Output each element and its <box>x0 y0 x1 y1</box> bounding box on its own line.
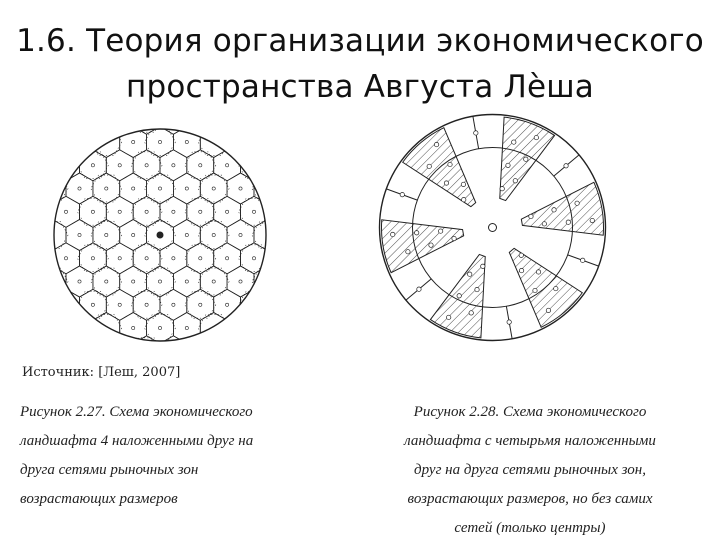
market-center <box>199 210 202 213</box>
market-center <box>444 181 448 185</box>
market-center <box>400 192 404 196</box>
market-center <box>507 320 511 324</box>
hatched-sector <box>521 182 603 235</box>
caption-right-line: друг на друга сетями рыночных зон, <box>414 462 646 478</box>
hex-cell <box>254 266 270 297</box>
market-center <box>481 264 485 268</box>
market-center <box>51 280 54 283</box>
market-center <box>417 287 421 291</box>
market-center <box>199 257 202 260</box>
market-center <box>252 210 255 213</box>
hex-cell <box>254 220 270 251</box>
market-center <box>118 257 121 260</box>
market-center <box>199 303 202 306</box>
hex-cell <box>50 173 66 204</box>
market-center <box>534 135 538 139</box>
market-center <box>533 288 537 292</box>
hatched-sector <box>509 248 582 327</box>
market-center <box>145 164 148 167</box>
market-center <box>575 201 579 205</box>
market-center <box>252 257 255 260</box>
market-center <box>78 187 81 190</box>
hex-cell <box>50 266 66 297</box>
market-center <box>172 303 175 306</box>
hex-cell-dotted <box>50 215 72 255</box>
market-center <box>252 164 255 167</box>
market-center <box>91 210 94 213</box>
market-center <box>105 187 108 190</box>
market-center <box>199 164 202 167</box>
market-center <box>105 280 108 283</box>
market-center <box>519 253 523 257</box>
market-center <box>536 270 540 274</box>
market-center <box>172 210 175 213</box>
figure-market-centers <box>375 110 610 345</box>
market-center <box>524 157 528 161</box>
market-center <box>185 326 188 329</box>
market-center <box>145 210 148 213</box>
caption-right-line: сетей (только центры) <box>454 520 606 536</box>
market-center <box>185 140 188 143</box>
market-center <box>427 164 431 168</box>
source-note: Источник: [Леш, 2007] <box>22 365 181 380</box>
market-center <box>64 303 67 306</box>
market-center <box>105 233 108 236</box>
hex-cell-dotted <box>50 261 72 301</box>
market-center <box>529 214 533 218</box>
caption-left-line: Рисунок 2.27. Схема экономического <box>20 404 253 420</box>
market-center <box>172 164 175 167</box>
hex-cell <box>241 289 268 320</box>
market-center <box>429 243 433 247</box>
hex-cell-dotted <box>248 261 270 301</box>
caption-right-line: Рисунок 2.28. Схема экономического <box>413 404 647 420</box>
market-center <box>172 257 175 260</box>
title-line-1: 1.6. Теория организации экономического <box>16 23 704 59</box>
hatched-sector <box>382 220 464 273</box>
market-center <box>506 163 510 167</box>
hatched-sector <box>403 128 476 207</box>
market-center <box>552 208 556 212</box>
market-center <box>457 294 461 298</box>
market-center <box>132 280 135 283</box>
market-center <box>91 257 94 260</box>
market-center <box>158 140 161 143</box>
market-center <box>212 233 215 236</box>
caption-right <box>360 398 700 543</box>
market-center <box>91 303 94 306</box>
market-center <box>469 311 473 315</box>
hex-cell <box>241 150 268 181</box>
caption-right-line: ландшафта с четырьмя наложенными <box>404 433 656 449</box>
hex-cell-dotted <box>50 168 72 208</box>
market-center <box>239 187 242 190</box>
market-center <box>266 280 269 283</box>
market-center <box>145 303 148 306</box>
market-center <box>252 303 255 306</box>
market-center <box>391 232 395 236</box>
market-center <box>566 220 570 224</box>
market-center <box>226 303 229 306</box>
market-center <box>78 233 81 236</box>
market-center <box>266 187 269 190</box>
hex-cell-dotted <box>248 215 270 255</box>
market-center <box>554 286 558 290</box>
market-center <box>239 233 242 236</box>
caption-left-line: друга сетями рыночных зон <box>20 462 199 478</box>
market-center <box>118 303 121 306</box>
market-center <box>446 315 450 319</box>
market-center <box>118 210 121 213</box>
market-center <box>132 326 135 329</box>
market-center <box>185 280 188 283</box>
market-center <box>448 162 452 166</box>
market-center <box>500 186 504 190</box>
market-center <box>461 182 465 186</box>
hex-cell <box>53 150 80 181</box>
market-center <box>475 287 479 291</box>
market-center <box>145 257 148 260</box>
central-city <box>489 224 497 232</box>
market-center <box>226 210 229 213</box>
market-center <box>185 187 188 190</box>
market-center <box>226 164 229 167</box>
market-center <box>226 257 229 260</box>
market-center <box>158 326 161 329</box>
hex-cell-dotted <box>248 168 270 208</box>
market-center <box>519 268 523 272</box>
hex-cell <box>53 289 80 320</box>
market-center <box>513 179 517 183</box>
caption-left-line: ландшафта 4 наложенными друг на <box>20 433 254 449</box>
market-center <box>406 250 410 254</box>
market-center <box>438 229 442 233</box>
market-center <box>132 233 135 236</box>
market-center <box>64 210 67 213</box>
figure-market-network <box>50 125 270 345</box>
market-center <box>581 258 585 262</box>
market-center <box>212 187 215 190</box>
caption-left-line: возрастающих размеров <box>20 491 178 507</box>
caption-right-line: возрастающих размеров, но без самих <box>407 491 653 507</box>
hex-cell <box>200 127 227 158</box>
central-city <box>157 232 164 239</box>
market-center <box>434 142 438 146</box>
caption-left <box>20 398 320 514</box>
market-center <box>132 140 135 143</box>
hex-cell <box>254 173 270 204</box>
market-center <box>51 187 54 190</box>
market-center <box>64 164 67 167</box>
hex-cell <box>50 220 66 251</box>
market-center <box>474 131 478 135</box>
market-center <box>239 280 242 283</box>
market-center <box>546 308 550 312</box>
market-center <box>542 222 546 226</box>
market-center <box>132 187 135 190</box>
market-center <box>468 272 472 276</box>
market-center <box>118 164 121 167</box>
market-center <box>185 233 188 236</box>
market-center <box>564 164 568 168</box>
market-center <box>212 280 215 283</box>
market-center <box>91 164 94 167</box>
hex-cell <box>93 127 120 158</box>
title-line-2: пространства Августа Лѐша <box>126 69 594 105</box>
market-center <box>590 218 594 222</box>
slide-title <box>0 18 720 110</box>
market-center <box>64 257 67 260</box>
market-center <box>512 140 516 144</box>
market-center <box>158 187 161 190</box>
market-center <box>462 198 466 202</box>
market-center <box>452 236 456 240</box>
market-center <box>78 280 81 283</box>
market-center <box>158 280 161 283</box>
market-center <box>414 231 418 235</box>
